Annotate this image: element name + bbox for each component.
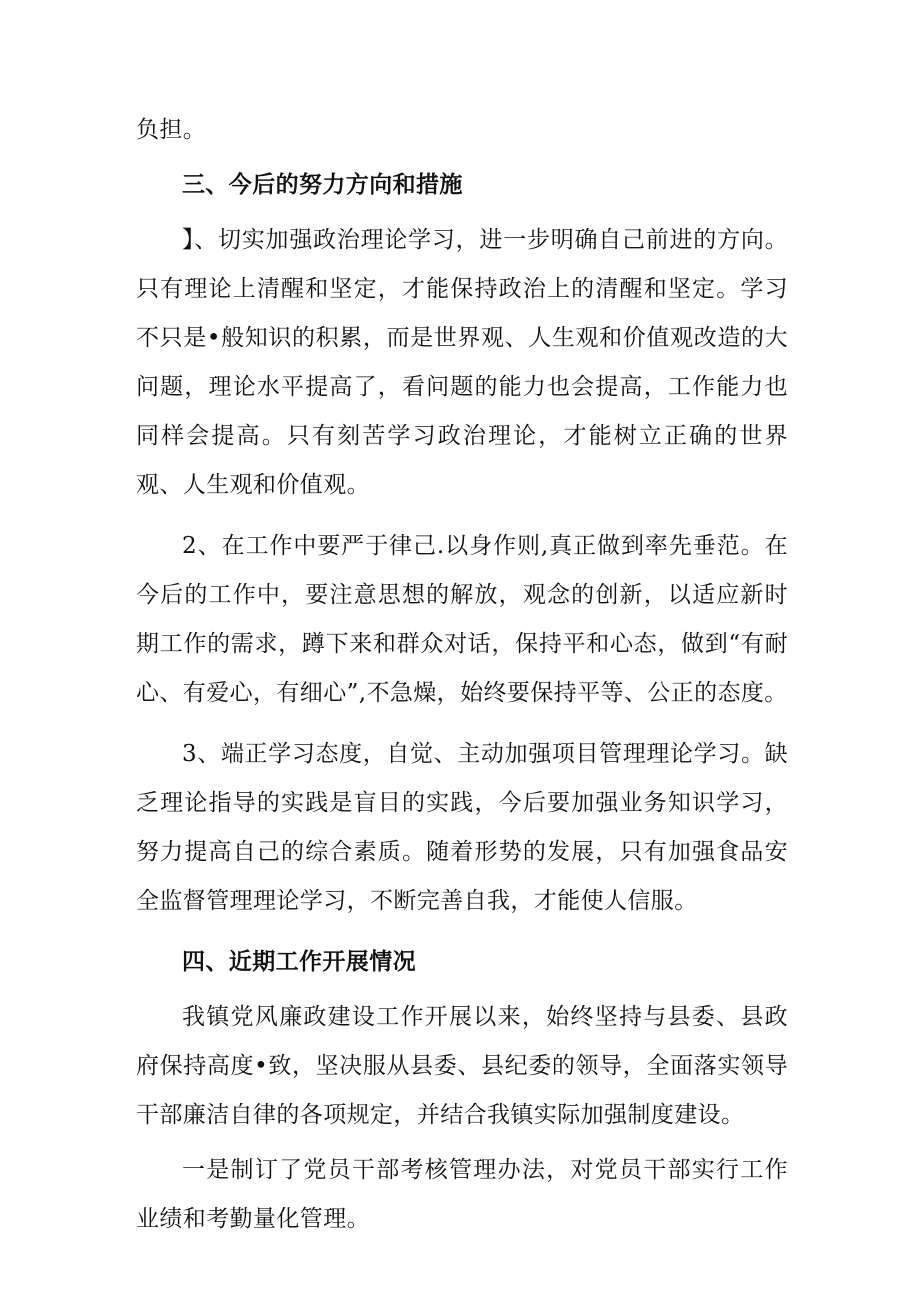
document-body	[136, 106, 788, 1244]
paragraph-continuation: 负担。	[136, 117, 207, 143]
paragraph-item-2: 2、在工作中要严于律己.以身作则,真正做到率先垂范。在今后的工作中，要注意思想的解放，观念的创新，以适应新时期工作的需求，蹲下来和群众对话，保持平和心态，做到“有耐心、有爱心，有细心”,不急燥，始终要保持平等、公正的态度。	[136, 533, 788, 706]
paragraph-recent-work: 我镇党风廉政建设工作开展以来，始终坚持与县委、县政府保持高度•致，坚决服从县委、县纪委的领导，全面落实领导干部廉洁自律的各项规定，并结合我镇实际加强制度建设。	[136, 1004, 788, 1128]
section-heading-4: 四、近期工作开展情况	[182, 949, 416, 975]
paragraph-item-3: 3、端正学习态度，自觉、主动加强项目管理理论学习。缺乏理论指导的实践是盲目的实践，今后要加强业务知识学习，努力提高自己的综合素质。随着形势的发展，只有加强食品安全监督管理理论学习，不断完善自我，才能使人信服。	[136, 741, 788, 914]
paragraph-measure-1: 一是制订了党员干部考核管理办法，对党员干部实行工作业绩和考勤量化管理。	[136, 1157, 788, 1232]
section-heading-3: 三、今后的努力方向和措施	[182, 172, 463, 198]
paragraph-item-1: 】、切实加强政治理论学习，进一步明确自己前进的方向。只有理论上清醒和坚定，才能保持政治上的清醒和坚定。学习不只是•般知识的积累，而是世界观、人生观和价值观改造的大问题，理论水平提高了，看问题的能力也会提高，工作能力也同样会提高。只有刻苦学习政治理论，才能树立正确的世界观、人生观和价值观。	[136, 227, 788, 498]
